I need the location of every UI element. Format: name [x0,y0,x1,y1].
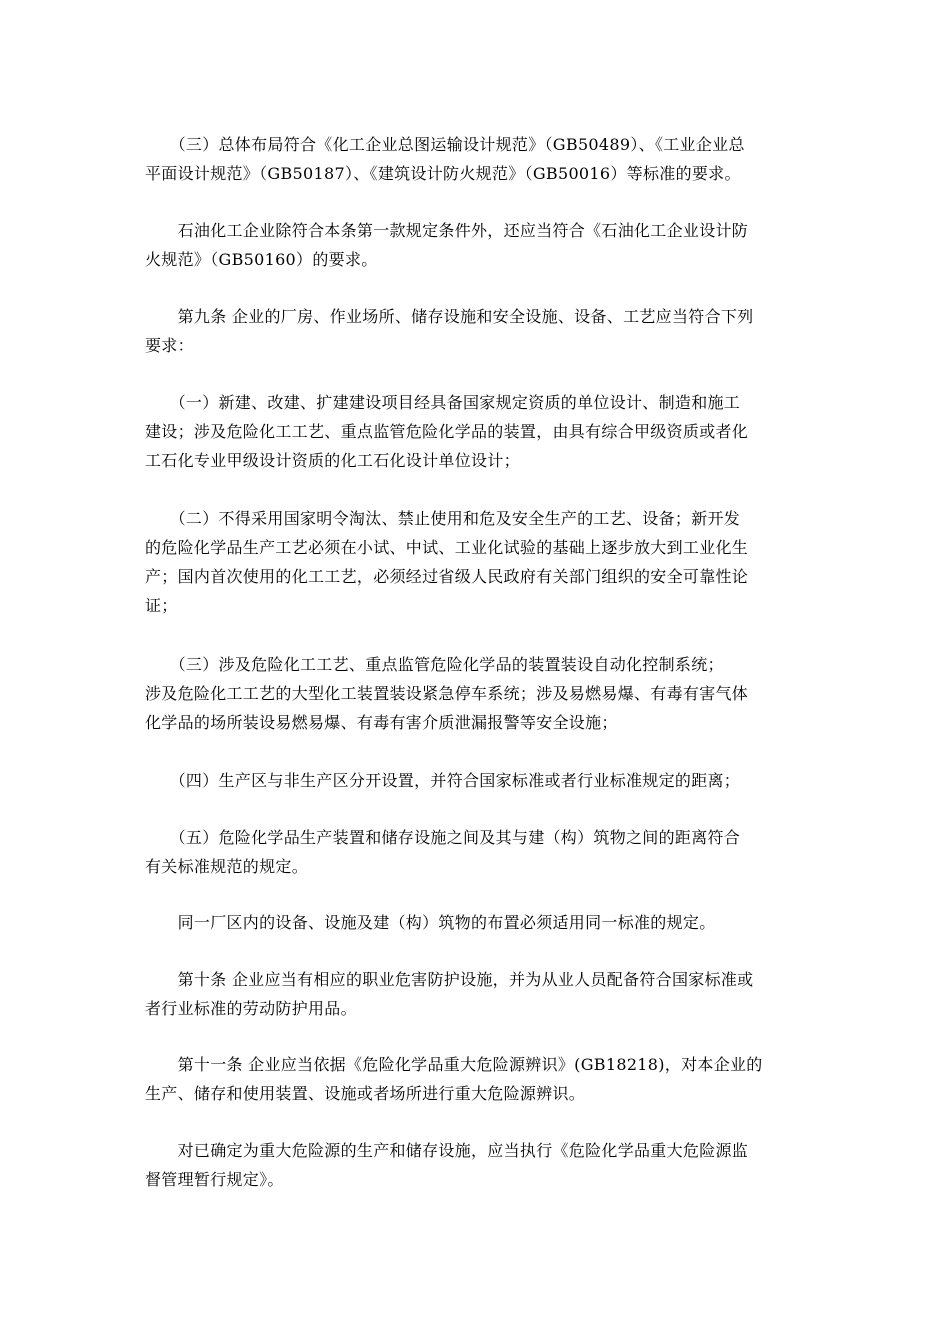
paragraph-same-standard [145,908,810,937]
text-line: 平面设计规范》（GB50187）、《建筑设计防火规范》（GB50016）等标准的要求。 [145,164,741,183]
text-line: （三）涉及危险化工工艺、重点监管危险化学品的装置装设自动化控制系统； [145,655,724,674]
text-line: 第十条 企业应当有相应的职业危害防护设施，并为从业人员配备符合国家标准或 [145,970,754,989]
paragraph-petrochemical-requirements [145,216,810,274]
text-line: 火规范》（GB50160）的要求。 [145,250,378,269]
paragraph-article-9 [145,302,810,360]
text-line: 对已确定为重大危险源的生产和储存设施，应当执行《危险化学品重大危险源监 [145,1141,749,1160]
text-line: （三）总体布局符合《化工企业总图运输设计规范》（GB50489）、《工业企业总 [145,135,745,154]
text-line: （四）生产区与非生产区分开设置，并符合国家标准或者行业标准规定的距离； [145,771,741,790]
paragraph-article-11 [145,1050,810,1108]
text-line: （二）不得采用国家明令淘汰、禁止使用和危及安全生产的工艺、设备；新开发 [145,509,741,528]
text-line: 产；国内首次使用的化工工艺，必须经过省级人民政府有关部门组织的安全可靠性论 [145,567,749,586]
paragraph-item-5 [145,823,810,881]
text-line: 化学品的场所装设易燃易爆、有毒有害介质泄漏报警等安全设施； [145,713,618,732]
paragraph-item-3 [145,650,810,737]
text-line: 同一厂区内的设备、设施及建（构）筑物的布置必须适用同一标准的规定。 [145,913,716,932]
text-line: 要求： [145,336,194,355]
text-line: 生产、储存和使用装置、设施或者场所进行重大危险源辨识。 [145,1084,586,1103]
paragraph-item-4 [145,766,810,795]
text-line: （五）危险化学品生产装置和储存设施之间及其与建（构）筑物之间的距离符合 [145,828,741,847]
text-line: （一）新建、改建、扩建建设项目经具备国家规定资质的单位设计、制造和施工 [145,393,741,412]
text-line: 第十一条 企业应当依据《危险化学品重大危险源辨识》(GB18218)，对本企业的 [145,1055,763,1074]
text-line: 工石化专业甲级设计资质的化工石化设计单位设计； [145,451,520,470]
text-line: 证； [145,596,178,615]
paragraph-article-10 [145,965,810,1023]
text-line: 石油化工企业除符合本条第一款规定条件外，还应当符合《石油化工企业设计防 [145,221,749,240]
paragraph-item-2 [145,504,810,620]
text-line: 第九条 企业的厂房、作业场所、储存设施和安全设施、设备、工艺应当符合下列 [145,307,754,326]
text-line: 者行业标准的劳动防护用品。 [145,999,357,1018]
text-line: 建设；涉及危险化工工艺、重点监管危险化学品的装置，由具有综合甲级资质或者化 [145,422,749,441]
text-line: 有关标准规范的规定。 [145,857,309,876]
text-line: 涉及危险化工工艺的大型化工装置装设紧急停车系统；涉及易燃易爆、有毒有害气体 [145,684,749,703]
paragraph-layout-requirements [145,130,810,188]
text-line: 的危险化学品生产工艺必须在小试、中试、工业化试验的基础上逐步放大到工业化生 [145,538,749,557]
text-line: 督管理暂行规定》。 [145,1170,284,1189]
paragraph-major-hazard [145,1136,810,1194]
paragraph-item-1 [145,388,810,475]
